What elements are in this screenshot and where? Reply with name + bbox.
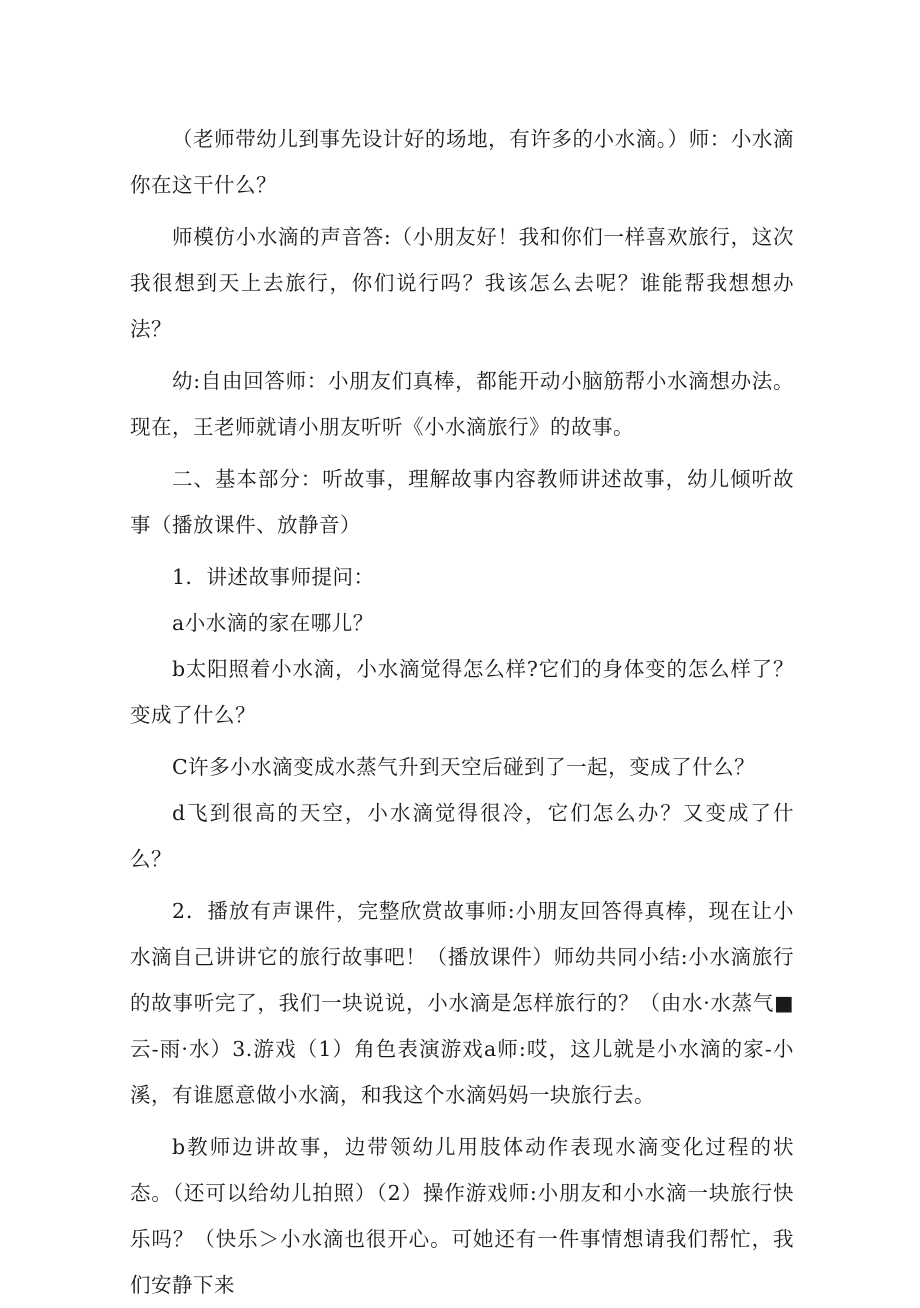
paragraph-4: 二、基本部分：听故事，理解故事内容教师讲述故事，幼儿倾听故事（播放课件、放静音）	[130, 467, 794, 537]
paragraph-1: （老师带幼儿到事先设计好的场地，有许多的小水滴。）师：小水滴你在这干什么？	[130, 127, 794, 197]
paragraph-5: 1．讲述故事师提问：	[172, 565, 375, 589]
paragraph-3: 幼:自由回答师：小朋友们真棒，都能开动小脑筋帮小水滴想办法。现在，王老师就请小朋友听听《小水滴旅行》的故事。	[130, 369, 794, 439]
paragraph-10: 2．播放有声课件，完整欣赏故事师:小朋友回答得真棒，现在让小水滴自己讲讲它的旅行故事吧！（播放课件）师幼共同小结:小水滴旅行的故事听完了，我们一块说说，小水滴是怎样旅行的？（由水·水蒸气■云-雨·水）3.游戏（1）角色表演游戏a师:哎，这儿就是小水滴的家-小溪，有谁愿意做小水滴，和我这个水滴妈妈一块旅行去。	[130, 899, 794, 1107]
paragraph-6: a小水滴的家在哪儿？	[172, 611, 374, 635]
paragraph-8: C许多小水滴变成水蒸气升到天空后碰到了一起，变成了什么？	[172, 755, 756, 779]
document-body	[130, 116, 794, 1308]
paragraph-9: d飞到很高的天空，小水滴觉得很冷，它们怎么办？又变成了什么？	[130, 801, 794, 871]
paragraph-11: b教师边讲故事，边带领幼儿用肢体动作表现水滴变化过程的状态。（还可以给幼儿拍照）（2）操作游戏师:小朋友和小水滴一块旅行快乐吗？（快乐＞小水滴也很开心。可她还有一件事情想请我们帮忙，我们安静下来	[130, 1135, 794, 1297]
paragraph-2: 师模仿小水滴的声音答:（小朋友好！我和你们一样喜欢旅行，这次我很想到天上去旅行，你们说行吗？我该怎么去呢？谁能帮我想想办法？	[130, 225, 794, 341]
paragraph-7: b太阳照着小水滴，小水滴觉得怎么样?它们的身体变的怎么样了？变成了什么？	[130, 657, 794, 727]
